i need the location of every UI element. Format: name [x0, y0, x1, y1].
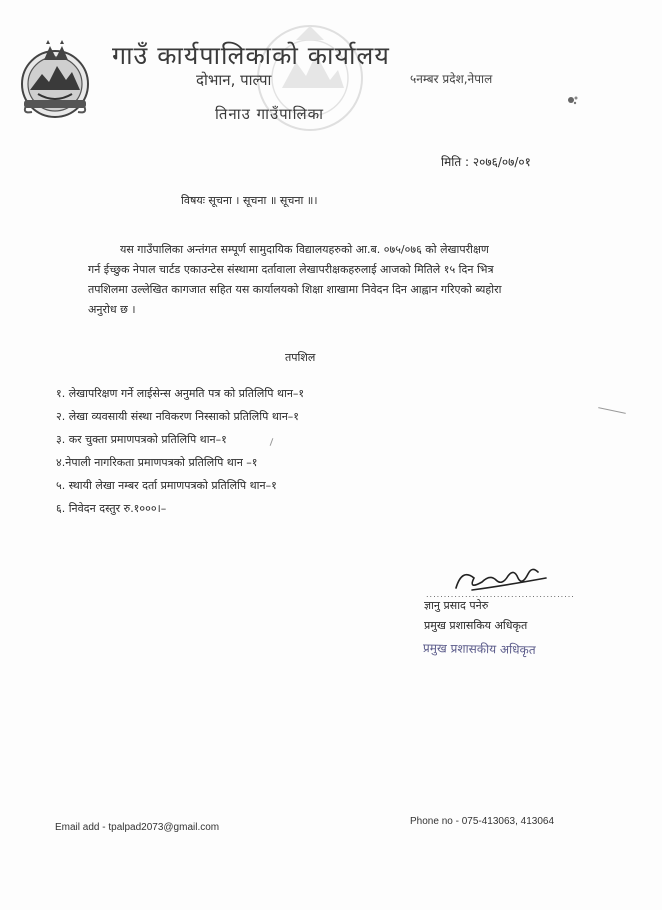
scan-mark: [598, 407, 626, 414]
nepal-emblem-icon: [16, 40, 94, 120]
letter-subject: विषयः सूचना । सूचना ॥ सूचना ॥।: [181, 194, 318, 207]
body-line: यस गाउँपालिका अन्तंगत सम्पूर्ण सामुदायिक विद्यालयहरुको आ.ब. ०७५/०७६ को लेखापरीक्षण: [120, 243, 489, 256]
footer-phone: Phone no - 075-413063, 413064: [410, 816, 555, 827]
signature-line: ..........................................: [426, 590, 575, 599]
letter-date: मिति : २०७६/०७/०१: [441, 155, 531, 169]
body-line: अनुरोध छ ।: [88, 303, 136, 316]
municipality-name: तिनाउ गाउँपालिका: [215, 105, 325, 123]
list-item: ३. कर चुक्ता प्रमाणपत्रको प्रतिलिपि थान–१: [56, 433, 227, 446]
body-line: गर्न ईच्छुक नेपाल चार्टड एकाउन्टेस संस्थामा दर्तावाला लेखापरीक्षकहरुलाई आजको मितिले १५ दिन भित्र: [88, 263, 494, 276]
province-line: ५नम्बर प्रदेश,नेपाल: [410, 72, 493, 86]
office-title: गाउँ कार्यपालिकाको कार्यालय: [112, 41, 390, 70]
list-item: ४.नेपाली नागरिकता प्रमाणपत्रको प्रतिलिपि थान –१: [56, 456, 258, 469]
list-item: १. लेखापरिक्षण गर्ने लाईसेन्स अनुमति पत्र को प्रतिलिपि थान–१: [56, 387, 305, 400]
signatory-name: ज्ञानु प्रसाद पनेरु: [424, 599, 489, 612]
ink-speck-icon: [566, 94, 580, 106]
list-item: ५. स्थायी लेखा नम्बर दर्ता प्रमाणपत्रको प्रतिलिपि थान–१: [56, 479, 277, 492]
body-line: तपशिलमा उल्लेखित कागजात सहित यस कार्यालयको शिक्षा शाखामा निवेदन दिन आह्वान गरिएको ब्यहोरा: [88, 283, 502, 296]
list-item: ६. निवेदन दस्तुर रु.१०००।–: [56, 502, 167, 515]
footer-email: Email add - tpalpad2073@gmail.com: [55, 822, 220, 833]
document-list: [56, 382, 304, 520]
signatory-title: प्रमुख प्रशासकिय अधिकृत: [424, 619, 528, 632]
list-item: २. लेखा व्यवसायी संस्था नविकरण निस्साको प्रतिलिपि थान–१: [56, 410, 300, 423]
list-heading: तपशिल: [285, 351, 316, 364]
letter-body: [88, 240, 558, 320]
designation-stamp: प्रमुख प्रशासकीय अधिकृत: [422, 641, 536, 657]
district-line: दोभान, पाल्पा: [196, 71, 272, 89]
